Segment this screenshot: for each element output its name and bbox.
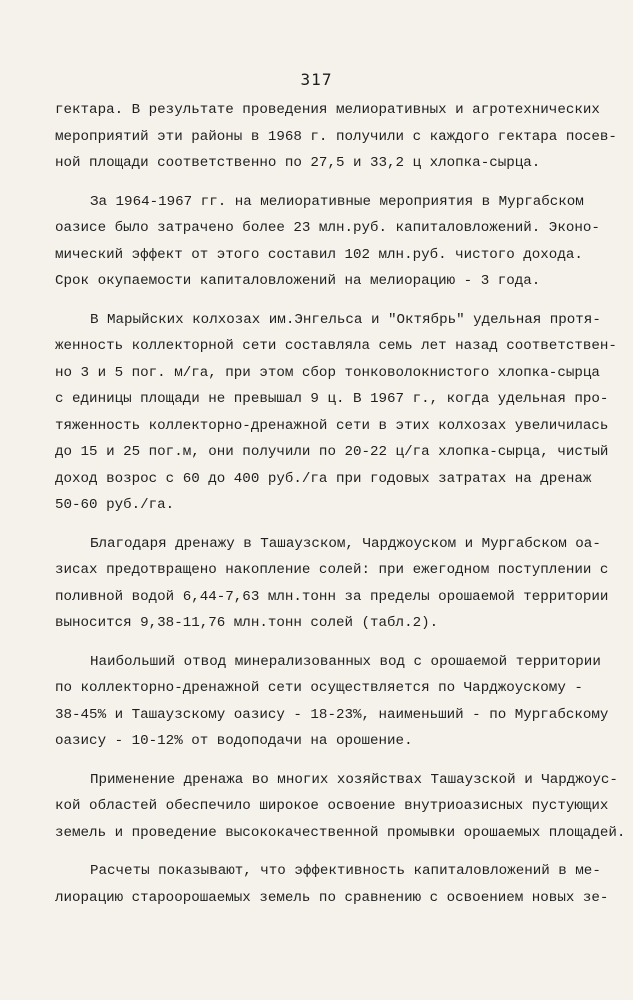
paragraph — [55, 97, 617, 177]
text-line: 38-45% и Ташаузскому оазису - 18-23%, наименьший - по Мургабскому — [55, 706, 609, 723]
text-line: Расчеты показывают, что эффективность капиталовложений в ме- — [90, 863, 601, 879]
text-line: лиорацию староорошаемых земель по сравнению с освоением новых зе- — [55, 889, 609, 906]
text-line: В Марыйских колхозах им.Энгельса и "Октябрь" удельная протя- — [90, 311, 601, 328]
text-line: женность коллекторной сети составляла семь лет назад соответствен- — [55, 338, 617, 354]
text-line: мический эффект от этого составил 102 млн.руб. чистого дохода. — [55, 246, 583, 263]
paragraph — [55, 649, 609, 755]
body-text — [55, 97, 626, 923]
text-line: кой областей обеспечило широкое освоение внутриоазисных пустующих — [55, 798, 609, 814]
text-line: За 1964-1967 гг. на мелиоративные мероприятия в Мургабском — [90, 193, 584, 210]
text-line: земель и проведение высококачественной промывки орошаемых площадей. — [55, 824, 626, 841]
paragraph — [55, 767, 626, 847]
text-line: мероприятий эти районы в 1968 г. получили с каждого гектара посев- — [55, 128, 617, 145]
text-line: поливной водой 6,44-7,63 млн.тонн за пределы орошаемой территории — [55, 588, 609, 605]
text-line: оазису - 10-12% от водоподачи на орошение. — [55, 733, 413, 749]
text-line: но 3 и 5 пог. м/га, при этом сбор тонковолокнистого хлопка-сырца — [55, 364, 600, 381]
text-line: зисах предотвращено накопление солей: при ежегодном поступлении с — [55, 562, 609, 578]
text-line: тяженность коллекторно-дренажной сети в этих колхозах увеличилась — [55, 417, 609, 434]
text-line: 50-60 руб./га. — [55, 497, 175, 513]
text-line: доход возрос с 60 до 400 руб./га при годовых затратах на дренаж — [55, 470, 592, 487]
page-number: 317 — [300, 70, 333, 89]
paragraph — [55, 858, 609, 911]
text-line: ной площади соответственно по 27,5 и 33,2 ц хлопка-сырца. — [55, 155, 541, 171]
text-line: Наибольший отвод минерализованных вод с орошаемой территории — [90, 653, 601, 670]
text-line: Срок окупаемости капиталовложений на мелиорацию - 3 года. — [55, 273, 541, 289]
text-line: выносится 9,38-11,76 млн.тонн солей (табл.2). — [55, 615, 439, 631]
text-line: Благодаря дренажу в Ташаузском, Чарджоуском и Мургабском оа- — [90, 535, 601, 552]
text-line: с единицы площади не превышал 9 ц. В 1967 г., когда удельная про- — [55, 391, 609, 407]
paragraph — [55, 307, 617, 519]
text-line: оазисе было затрачено более 23 млн.руб. капиталовложений. Эконо- — [55, 220, 600, 236]
paragraph — [55, 189, 600, 295]
paragraph — [55, 531, 609, 637]
text-line: Применение дренажа во многих хозяйствах Ташаузской и Чарджоус- — [90, 771, 618, 788]
text-line: гектара. В результате проведения мелиоративных и агротехнических — [55, 102, 600, 118]
text-line: по коллекторно-дренажной сети осуществляется по Чарджоускому - — [55, 680, 583, 696]
text-line: до 15 и 25 пог.м, они получили по 20-22 ц/га хлопка-сырца, чистый — [55, 444, 609, 460]
